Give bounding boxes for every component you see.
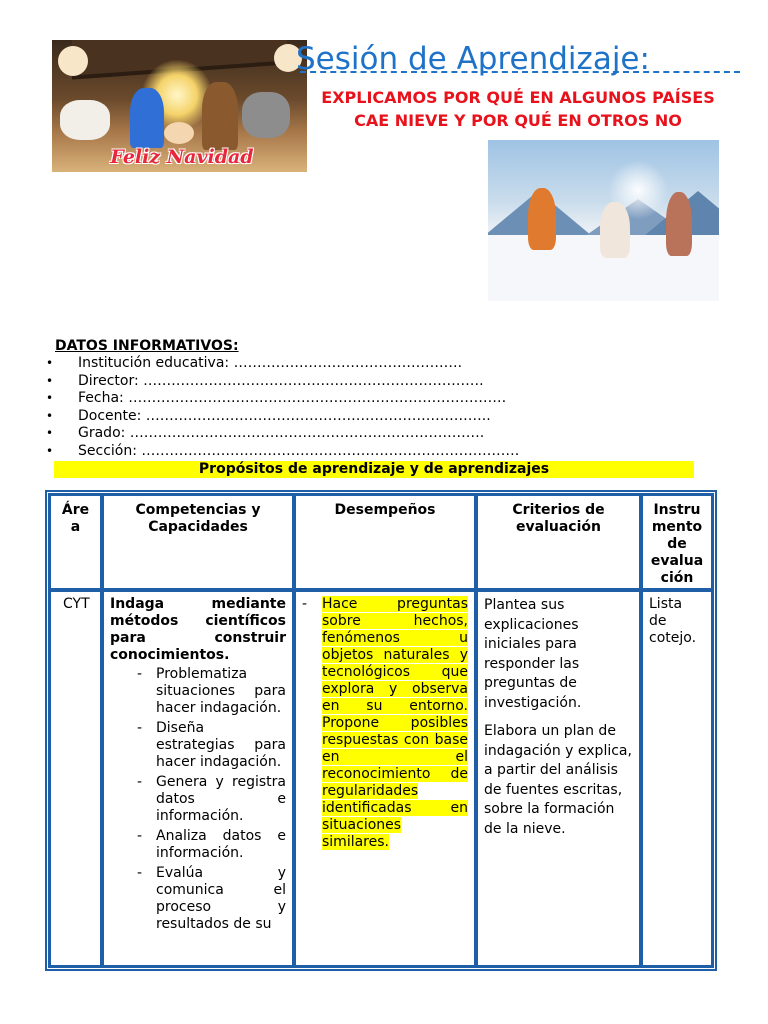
datos-item: • Institución educativa: …………………………………………. bbox=[46, 355, 463, 371]
datos-item: • Grado: …………………………………………………………………. bbox=[46, 425, 485, 441]
competencia-title: Indaga mediante métodos científicos para construir conocimientos. bbox=[110, 596, 286, 663]
snow-image bbox=[488, 140, 719, 301]
list-item: - Problematiza situaciones para hacer indagación. bbox=[136, 666, 286, 716]
title-underline bbox=[300, 71, 740, 73]
list-item: - Diseña estrategias para hacer indagación. bbox=[136, 720, 286, 770]
header-criterios: Criterios de evaluación bbox=[476, 494, 641, 590]
area-cell: CYT bbox=[49, 590, 102, 967]
header-desempenos: Desempeños bbox=[294, 494, 476, 590]
desempeno-text: Hace preguntas sobre hechos, fenómenos u objetos naturales y tecnológicos que explora y observa en su entorno. Propone posibles respuestas con base en el reconocimiento de regularidades identificadas en situaciones similares. bbox=[322, 596, 468, 850]
header-instrumento: Instru mento de evalua ción bbox=[641, 494, 713, 590]
page-title: Sesión de Aprendizaje: bbox=[296, 41, 650, 77]
instrumento-cell: Lista de cotejo. bbox=[641, 590, 713, 967]
table-header-row bbox=[49, 494, 713, 590]
list-item: - Analiza datos e información. bbox=[136, 828, 286, 861]
list-item: - Genera y registra datos e información. bbox=[136, 774, 286, 824]
datos-item: • Fecha: ……………………………………………………………………… bbox=[46, 390, 507, 406]
criterios-cell bbox=[476, 590, 641, 967]
session-subtitle: EXPLICAMOS POR QUÉ EN ALGUNOS PAÍSES CAE NIEVE Y POR QUÉ EN OTROS NO bbox=[321, 88, 715, 130]
header-area: Áre a bbox=[49, 494, 102, 590]
desempeno-cell: - Hace preguntas sobre hechos, fenómenos u objetos naturales y tecnológicos que explora y observa en su entorno. Propone posibles respuestas con base en el reconocimiento de regularidades identificadas en situaciones similares. bbox=[294, 590, 476, 967]
list-item: - Evalúa y comunica el proceso y resultados de su bbox=[136, 865, 286, 932]
criterio-item: Plantea sus explicaciones iniciales para responder las preguntas de investigación. bbox=[484, 597, 582, 711]
criterio-item: Elabora un plan de indagación y explica, a partir del análisis de fuentes escritas, sobre la formación de la nieve. bbox=[484, 723, 632, 837]
propositos-heading: Propósitos de aprendizaje y de aprendizajes bbox=[54, 461, 694, 478]
datos-item: • Docente: ……………………………………………………………….. bbox=[46, 407, 491, 424]
datos-list bbox=[46, 355, 519, 460]
competencia-cell bbox=[102, 590, 294, 967]
datos-title: DATOS INFORMATIVOS: bbox=[55, 338, 239, 354]
table-row bbox=[49, 590, 713, 967]
propositos-table bbox=[46, 491, 716, 970]
header-competencias: Competencias y Capacidades bbox=[102, 494, 294, 590]
datos-item: • Director: ………………………………………………………………. bbox=[46, 372, 484, 389]
nativity-image bbox=[52, 40, 307, 172]
nativity-banner: Feliz Navidad bbox=[110, 146, 254, 168]
datos-item: • Sección: ……………………………………………………………………… bbox=[46, 442, 520, 459]
capacidades-list bbox=[110, 666, 286, 933]
